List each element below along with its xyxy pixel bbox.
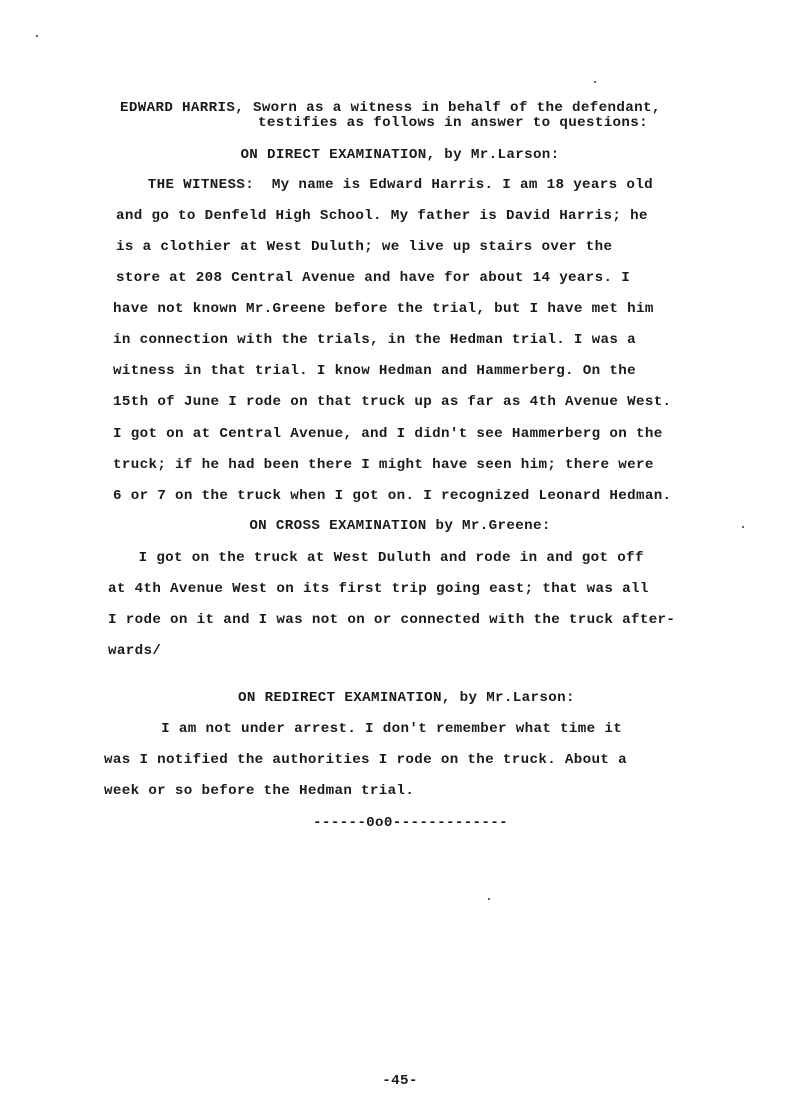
direct-line-9: I got on at Central Avenue, and I didn't see Hammerberg on the [113, 426, 663, 442]
scan-speck [594, 81, 596, 83]
scan-speck [36, 35, 38, 37]
cross-line-3: I rode on it and I was not on or connected with the truck after- [108, 612, 676, 628]
direct-line-6: in connection with the trials, in the Hedman trial. I was a [113, 332, 636, 348]
direct-line-5: have not known Mr.Greene before the trial, but I have met him [113, 301, 654, 317]
heading-line-2: testifies as follows in answer to questions: [258, 115, 649, 131]
scan-speck [742, 526, 744, 528]
section-title-direct: ON DIRECT EXAMINATION, by Mr.Larson: [240, 147, 560, 163]
redirect-line-1: I am not under arrest. I don't remember what time it [108, 721, 623, 737]
direct-line-10: truck; if he had been there I might have seen him; there were [113, 457, 654, 473]
cross-line-2: at 4th Avenue West on its first trip going east; that was all [108, 581, 649, 597]
direct-line-3: is a clothier at West Duluth; we live up stairs over the [116, 239, 613, 255]
separator-line: ------0o0------------- [313, 815, 509, 831]
redirect-line-3: week or so before the Hedman trial. [104, 783, 415, 799]
direct-line-1: THE WITNESS: My name is Edward Harris. I am 18 years old [130, 177, 653, 193]
redirect-line-2: was I notified the authorities I rode on the truck. About a [104, 752, 627, 768]
section-title-cross: ON CROSS EXAMINATION by Mr.Greene: [249, 518, 551, 534]
section-title-redirect: ON REDIRECT EXAMINATION, by Mr.Larson: [238, 690, 575, 706]
page-number: -45- [382, 1073, 418, 1089]
heading-line-1: EDWARD HARRIS, Sworn as a witness in behalf of the defendant, [120, 100, 661, 116]
scan-speck [488, 898, 490, 900]
cross-line-4: wards/ [108, 643, 162, 659]
cross-line-1: I got on the truck at West Duluth and rode in and got off [112, 550, 644, 566]
direct-line-8: 15th of June I rode on that truck up as far as 4th Avenue West. [113, 394, 672, 410]
direct-line-4: store at 208 Central Avenue and have for about 14 years. I [116, 270, 631, 286]
direct-line-7: witness in that trial. I know Hedman and Hammerberg. On the [113, 363, 636, 379]
direct-line-11: 6 or 7 on the truck when I got on. I recognized Leonard Hedman. [113, 488, 672, 504]
direct-line-2: and go to Denfeld High School. My father is David Harris; he [116, 208, 648, 224]
